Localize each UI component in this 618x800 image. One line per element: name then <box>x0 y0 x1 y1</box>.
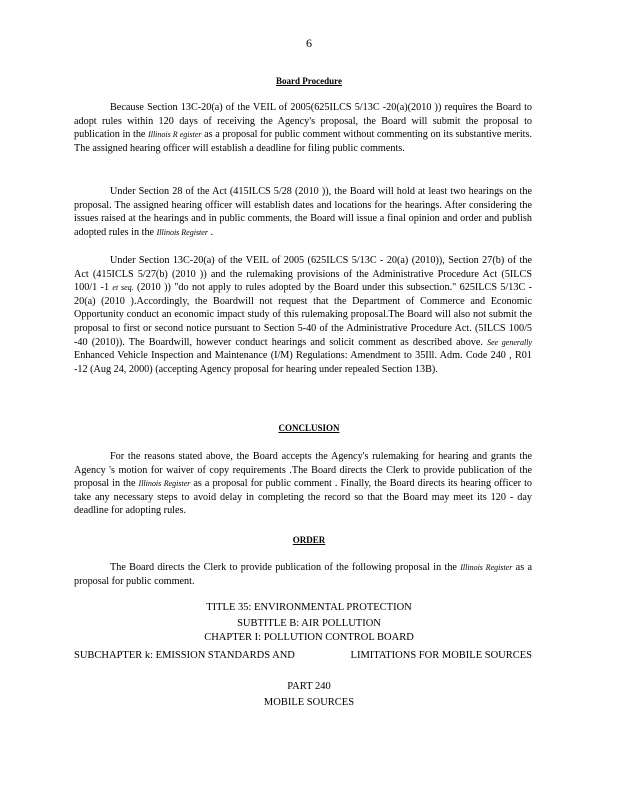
heading-board-procedure-text: Board Procedure <box>276 76 342 86</box>
part-name-line: MOBILE SOURCES <box>263 697 355 708</box>
p3-italic-1: et seq. <box>112 283 134 293</box>
subchapter-left: SUBCHAPTER k: EMISSION STANDARDS AND <box>74 650 295 661</box>
p2-text-a: Under Section 28 of the Act (415ILCS 5/28 (2010 )), the Board will hold at least two hearings on the proposal. The assigned hearing officer will establish dates and locations for the hearings. After considering the issues raised at the hearings and in public comments, the Board will issue a final opinion and order and publish adopted rules in the <box>74 186 532 238</box>
p3-text-a: Under Section 13C-20(a) of the VEIL of 2005 (625ILCS 5/13C - 20(a) (2010)), Section 27(b) of the Act (415ICLS 5/27(b) (2010 )) and the rulemaking provisions of the Administrative Procedure Act (5ILCS 100/1 -1 <box>74 255 532 294</box>
p4-text-b: as a proposal for public comment . Finally, the Board directs its hearing officer to take any necessary steps to avoid delay in completing the record so that the Board may meet its 120 - day deadline for adopting rules. <box>74 478 532 517</box>
p3-text-b: (2010 )) "do not apply to rules adopted by the Board under this subsection." 625ILCS 5/13C - 20(a) (2010 ).Accordingly, the Boardwill not request that the Department of Commerce and Economic Opportunity conduct an economic impact study of this rulemaking proposal.The Board will also not submit the proposal to first or second notice pursuant to Section 5-40 of the Administrative Procedure Act. (5ILCS 100/5 -40 (2010)). The Boardwill, however conduct hearings and solicit comment as described above. <box>74 282 533 348</box>
heading-order-text: ORDER <box>292 535 326 545</box>
paragraph-2 <box>74 185 532 239</box>
p2-text-b: . <box>207 226 214 238</box>
heading-order <box>0 535 618 545</box>
p5-italic: Illinois Register <box>460 563 513 572</box>
heading-board-procedure <box>0 76 618 86</box>
p3-text-c: Enhanced Vehicle Inspection and Maintenance (I/M) Regulations: Amendment to 35Ill. Adm. Code 240 , R01 -12 (Aug 24, 2000) (accepting Agency proposal for hearing under repealed Section 13B). <box>74 350 532 375</box>
p1-text-a: Because Section 13C-20(a) of the VEIL of 2005(625ILCS 5/13C -20(a)(2010 )) requires the Board to adopt rules within 120 days of receiving the Agency's proposal, the Board will submit the proposal to publication in the <box>74 102 532 141</box>
subtitle-line: SUBTITLE B: AIR POLLUTION <box>237 618 381 629</box>
page-number: 6 <box>306 36 312 50</box>
p4-text-a: For the reasons stated above, the Board accepts the Agency's rulemaking for hearing and grants the Agency 's motion for waiver of copy requirements .The Board directs the Clerk to provide publication of the proposal in the <box>74 451 532 490</box>
subchapter-right: LIMITATIONS FOR MOBILE SOURCES <box>350 650 532 661</box>
p5-text-a: The Board directs the Clerk to provide publication of the following proposal in the <box>110 562 461 573</box>
p2-italic: Illinois Register <box>156 227 208 237</box>
heading-conclusion <box>0 423 618 433</box>
p4-italic: Illinois Register <box>138 479 191 489</box>
title-line: TITLE 35: ENVIRONMENTAL PROTECTION <box>206 602 412 613</box>
subchapter-line <box>74 650 532 661</box>
paragraph-3 <box>74 254 532 376</box>
part-line: PART 240 <box>287 681 331 692</box>
paragraph-4 <box>74 450 532 518</box>
p1-italic: Illinois R egister <box>148 130 202 140</box>
chapter-line: CHAPTER I: POLLUTION CONTROL BOARD <box>204 632 414 643</box>
heading-conclusion-text: CONCLUSION <box>278 423 340 433</box>
p1-text-b: as a proposal for public comment without commenting on its substantive merits. The assigned hearing officer will establish a deadline for filing public comments. <box>74 129 532 154</box>
paragraph-1 <box>74 101 532 155</box>
p3-italic-2: See generally <box>487 337 533 347</box>
p5-text-b: as a proposal for public comment. <box>74 562 532 587</box>
paragraph-5 <box>74 561 532 588</box>
